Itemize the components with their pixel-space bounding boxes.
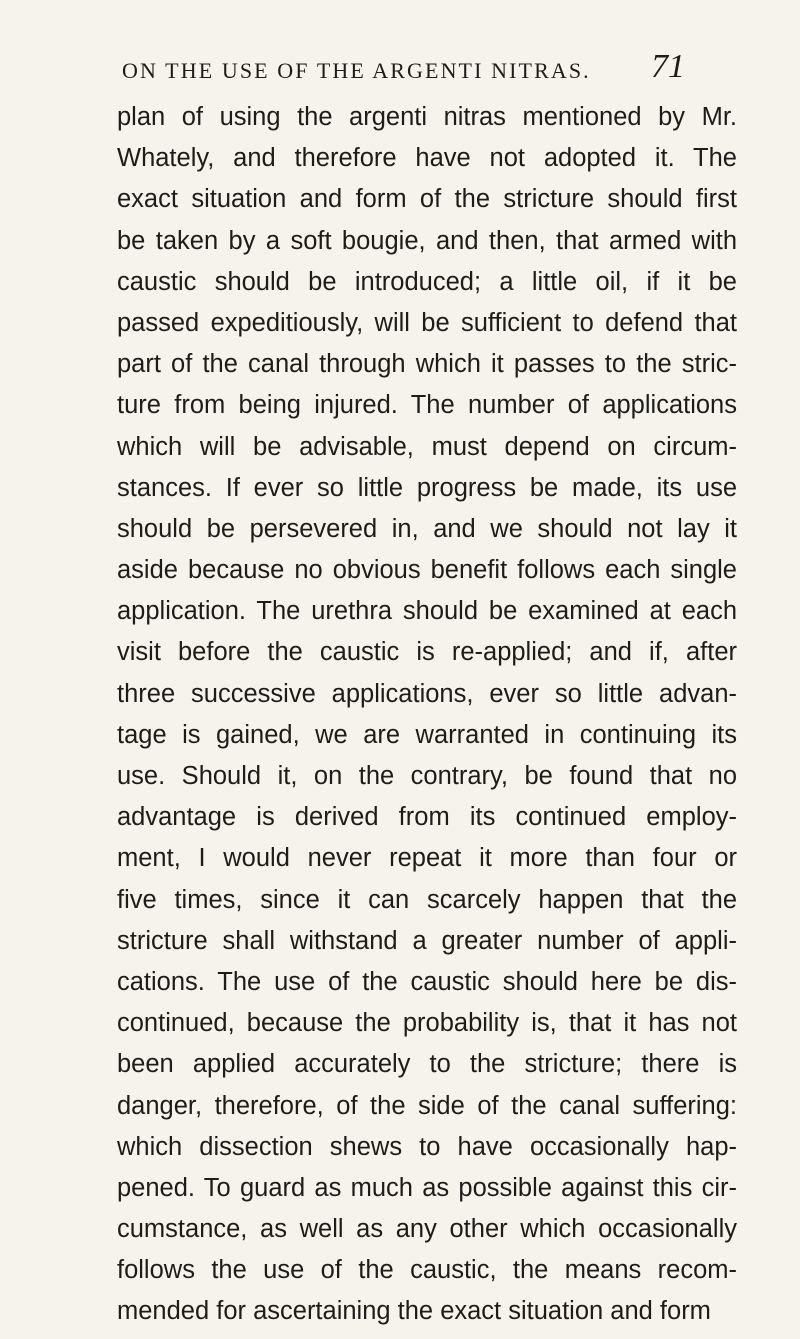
text-line: mended for ascertaining the exact situation and form [117,1297,711,1326]
text-line: been applied accurately to the stricture; there is [117,1050,737,1079]
text-line: follows the use of the caustic, the means recom- [117,1256,737,1285]
text-line: visit before the caustic is re-applied; and if, after [117,638,737,667]
text-line: aside because no obvious benefit follows each single [117,556,737,585]
text-line: cations. The use of the caustic should here be dis- [117,967,737,996]
text-line: should be persevered in, and we should not lay it [117,514,737,543]
text-line: Whately, and therefore have not adopted it. The [117,144,737,173]
page-number: 71 [651,48,685,85]
text-line: cumstance, as well as any other which occasionally [117,1215,737,1244]
text-line: plan of using the argenti nitras mentioned by Mr. [117,103,737,131]
text-line: ment, I would never repeat it more than four or [117,844,737,873]
text-line: application. The urethra should be examined at each [117,597,737,626]
text-line: caustic should be introduced; a little oil, if it be [117,267,737,296]
text-line: continued, because the probability is, that it has not [117,1009,737,1038]
text-line: part of the canal through which it passes to the stric- [117,350,737,379]
text-line: stricture shall withstand a greater number of appli- [117,926,737,955]
text-line: five times, since it can scarcely happen that the [117,885,737,914]
text-line: passed expeditiously, will be sufficient to defend that [117,308,737,337]
text-line: use. Should it, on the contrary, be found that no [117,762,737,790]
text-line: tage is gained, we are warranted in continuing its [117,720,737,749]
text-line: which dissection shews to have occasionally hap- [117,1132,737,1161]
text-line: stances. If ever so little progress be made, its use [117,473,737,502]
text-line: ture from being injured. The number of applications [117,391,737,420]
body-text [117,97,737,1333]
text-line: danger, therefore, of the side of the canal suffering: [117,1091,737,1120]
text-line: exact situation and form of the stricture should first [117,185,737,214]
text-line: three successive applications, ever so little advan- [117,679,737,708]
text-line: advantage is derived from its continued employ- [117,803,737,832]
running-title: ON THE USE OF THE ARGENTI NITRAS. [122,58,591,83]
text-line: which will be advisable, must depend on circum- [117,432,737,461]
text-line: pened. To guard as much as possible against this cir- [117,1173,737,1202]
running-head [0,48,800,92]
text-line: be taken by a soft bougie, and then, that armed with [117,226,737,255]
